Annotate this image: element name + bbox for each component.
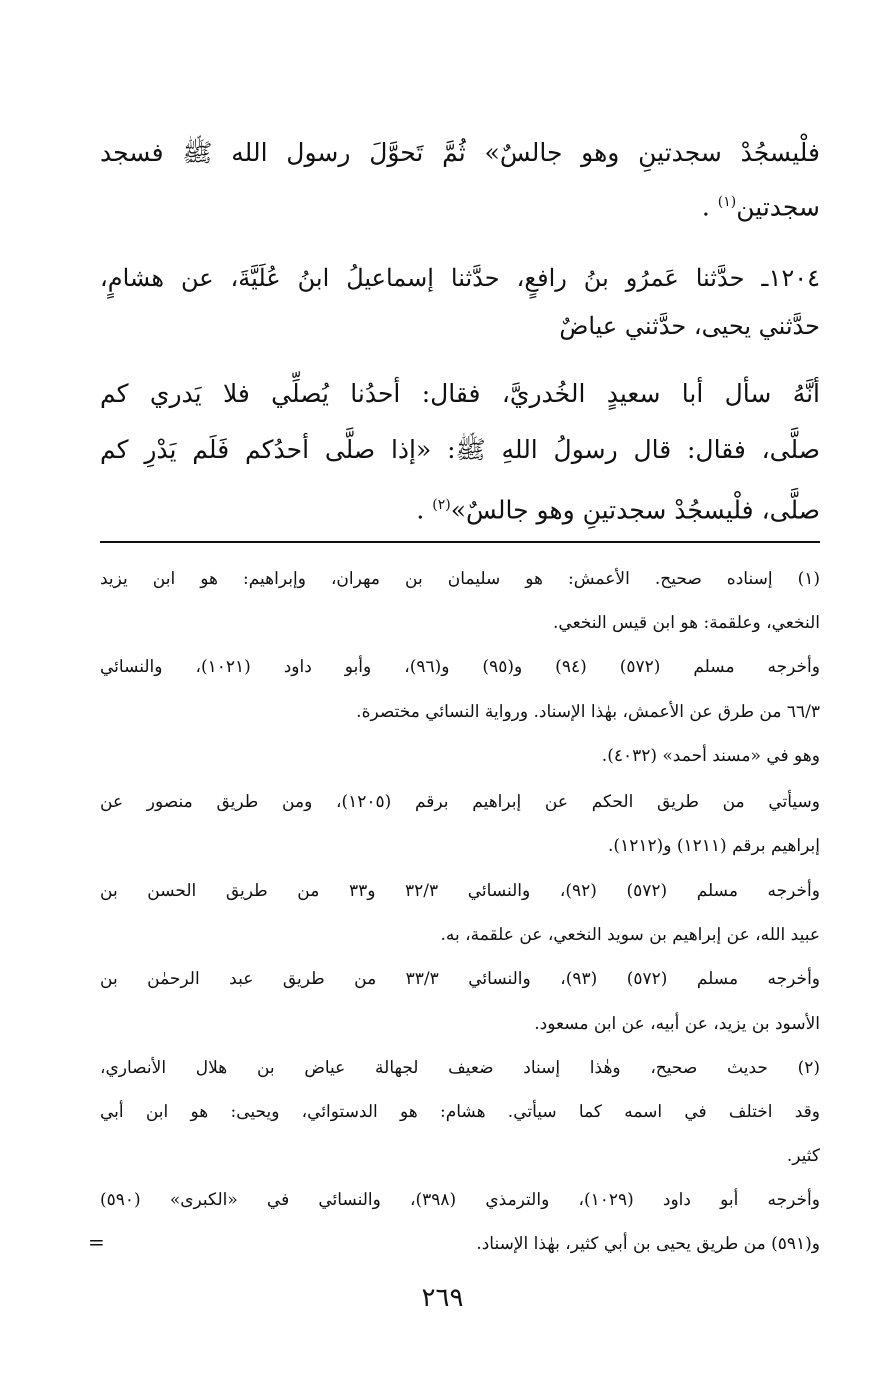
footnote-line: عبيد الله، عن إبراهيم بن سويد النخعي، عن علقمة، به.: [440, 925, 820, 945]
footnote-line: و(٥٩١) من طريق يحيى بن أبي كثير، بهٰذا الإسناد.: [476, 1234, 820, 1254]
matn-text: صلَّى، فلْيسجُدْ سجدتينِ وهو جالسٌ»: [450, 495, 820, 525]
hadith-isnad-line: ١٢٠٤ـ حدَّثنا عَمرُو بنُ رافعٍ، حدَّثنا إسماعيلُ ابنُ عُلَيَّةَ، عن هشامٍ،: [100, 264, 820, 292]
page-number: ٢٦٩: [421, 1283, 464, 1313]
footnote-line: (١) إسناده صحيح. الأعمش: هو سليمان بن مهران، وإبراهيم: هو ابن يزيد: [100, 569, 820, 589]
main-text: سجدتين: [736, 192, 820, 222]
footnote-line: إبراهيم برقم (١٢١١) و(١٢١٢).: [608, 836, 820, 856]
full-stop: .: [701, 192, 710, 222]
hadith-isnad-line: حدَّثني يحيى، حدَّثني عياضٌ: [559, 312, 820, 340]
footnote-line: (٢) حديث صحيح، وهٰذا إسناد ضعيف لجهالة عياض بن هلال الأنصاري،: [100, 1058, 820, 1078]
footnote-ref: (٢): [432, 497, 451, 513]
footnote-line: وأخرجه مسلم (٥٧٢) (٩٢)، والنسائي ٣٢/٣ و٣٣ من طريق الحسن بن: [100, 881, 820, 901]
main-text-line: [100, 187, 820, 222]
main-text-line: فلْيسجُدْ سجدتينِ وهو جالسٌ» ثُمَّ تَحوَّلَ رسول الله ﷺ فسجد: [100, 138, 820, 167]
footnote-line: وأخرجه أبو داود (١٠٢٩)، والترمذي (٣٩٨)، والنسائي في «الكبرى» (٥٩٠): [100, 1190, 820, 1210]
footnote-line: وأخرجه مسلم (٥٧٢) (٩٣)، والنسائي ٣٣/٣ من طريق عبد الرحمٰن بن: [100, 969, 820, 989]
footnote-ref: (١): [717, 194, 737, 210]
footnote-line: وقد اختلف في اسمه كما سيأتي. هشام: هو الدستوائي، ويحيى: هو ابن أبي: [100, 1102, 820, 1122]
footnote-separator: [100, 541, 820, 543]
footnote-line: وأخرجه مسلم (٥٧٢) (٩٤) و(٩٥) و(٩٦)، وأبو داود (١٠٢١)، والنسائي: [100, 657, 820, 677]
footnote-line: وهو في «مسند أحمد» (٤٠٣٢).: [601, 746, 820, 766]
hadith-matn-line: صلَّى، فقال: قال رسولُ اللهِ ﷺ: «إذا صلَّى أحدُكم فَلَم يَدْرِ كم: [100, 435, 820, 464]
footnote-line: وسيأتي من طريق الحكم عن إبراهيم برقم (١٢٠٥)، ومن طريق منصور عن: [100, 792, 820, 812]
continuation-mark: =: [88, 1230, 105, 1254]
footnote-line: ٦٦/٣ من طرق عن الأعمش، بهٰذا الإسناد. ورواية النسائي مختصرة.: [356, 702, 820, 722]
hadith-matn-line: أنَّهُ سأل أبا سعيدٍ الخُدريَّ، فقال: أحدُنا يُصلِّي فلا يَدري كم: [100, 379, 820, 408]
footnote-line: النخعي، وعلقمة: هو ابن قيس النخعي.: [553, 613, 820, 633]
footnote-line: الأسود بن يزيد، عن أبيه، عن ابن مسعود.: [534, 1014, 820, 1034]
document-page: [100, 0, 820, 1383]
hadith-matn-line: [100, 490, 820, 525]
footnote-line: كثير.: [786, 1146, 820, 1166]
full-stop: .: [416, 495, 425, 525]
